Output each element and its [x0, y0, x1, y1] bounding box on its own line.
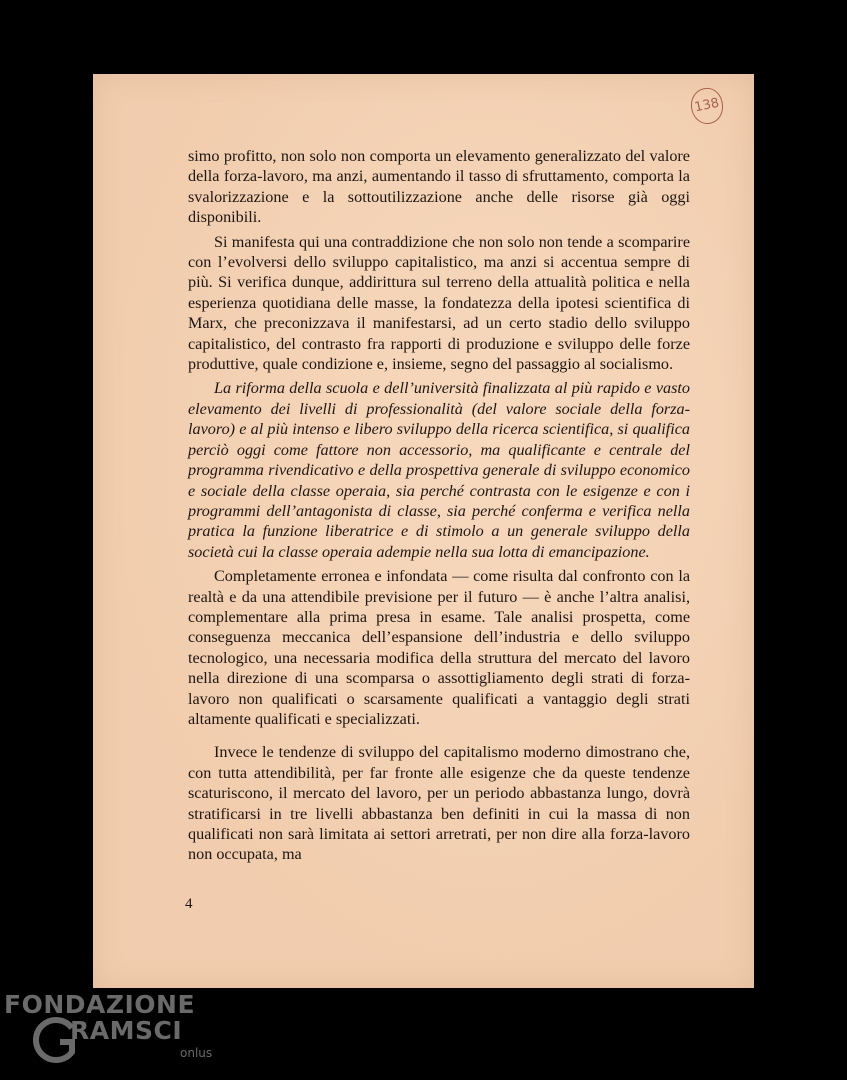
- paragraph-3-italic: La riforma della scuola e dell’università finalizzata al più rapido e vasto elevamento dei livelli di professionalità (del valore sociale della forza-lavoro) e al più intenso e libero sviluppo della ricerca scientifica, si qualifica perciò oggi come fattore non accessorio, ma qualificante e centrale del programma rivendicativo e della prospettiva generale di sviluppo economico e sociale della classe operaia, sia perché contrasta con le esigenze e con i programmi dell’antagonista di classe, sia perché conferma e verifica nella pratica la funzione liberatrice e di stimolo a un generale sviluppo della società cui la classe operaia adempie nella sua lotta di emancipazione.: [188, 379, 690, 561]
- paragraph-4: Completamente erronea e infondata — come risulta dal confronto con la realtà e da una attendibile previsione per il futuro — è anche l’altra analisi, complementare alla prima presa in esame. Tale analisi prospetta, come conseguenza meccanica dell’espansione dell’industria e dello sviluppo tecnologico, una necessaria modifica della struttura del mercato del lavoro nella direzione di una scomparsa o assottigliamento degli strati di forza-lavoro non qualificati o scarsamente qualificati a vantaggio degli strati altamente qualificati e specializzati.: [188, 567, 690, 728]
- body-text: [188, 146, 690, 865]
- fondazione-gramsci-watermark: [4, 990, 224, 1075]
- paragraph-5: Invece le tendenze di sviluppo del capitalismo moderno dimostrano che, con tutta attendibilità, per far fronte alle esigenze che da queste tendenze scaturiscono, il mercato del lavoro, per un periodo abbastanza lungo, dovrà stratificarsi in tre livelli abbastanza ben definiti in cui la massa di non qualificati non sarà limitata ai settori arretrati, per non dire alla forza-lavoro non occupata, ma: [188, 743, 690, 864]
- watermark-line-3: onlus: [180, 1046, 213, 1060]
- document-page: [93, 74, 754, 988]
- watermark-line-2: RAMSCI: [70, 1016, 183, 1045]
- page-number: 4: [185, 896, 193, 912]
- paragraph-1: simo profitto, non solo non comporta un elevamento generalizzato del valore della forza-lavoro, ma anzi, aumentando il tasso di sfruttamento, comporta la svalorizzazione e la sottoutilizzazione anche delle risorse già oggi disponibili.: [188, 147, 690, 227]
- paragraph-2: Si manifesta qui una contraddizione che non solo non tende a scomparire con l’evolversi dello sviluppo capitalistico, ma anzi si accentua sempre di più. Si verifica dunque, addirittura sul terreno della attualità politica e nella esperienza quotidiana delle masse, la fondatezza della ipotesi scientifica di Marx, che preconizzava il manifestarsi, ad un certo stadio dello sviluppo capitalistico, del contrasto fra rapporti di produzione e sviluppo delle forze produttive, quale condizione e, insieme, segno del passaggio al socialismo.: [188, 232, 690, 374]
- handwritten-page-annotation: 138: [688, 85, 727, 127]
- watermark-line-1: FONDAZIONE: [4, 990, 196, 1019]
